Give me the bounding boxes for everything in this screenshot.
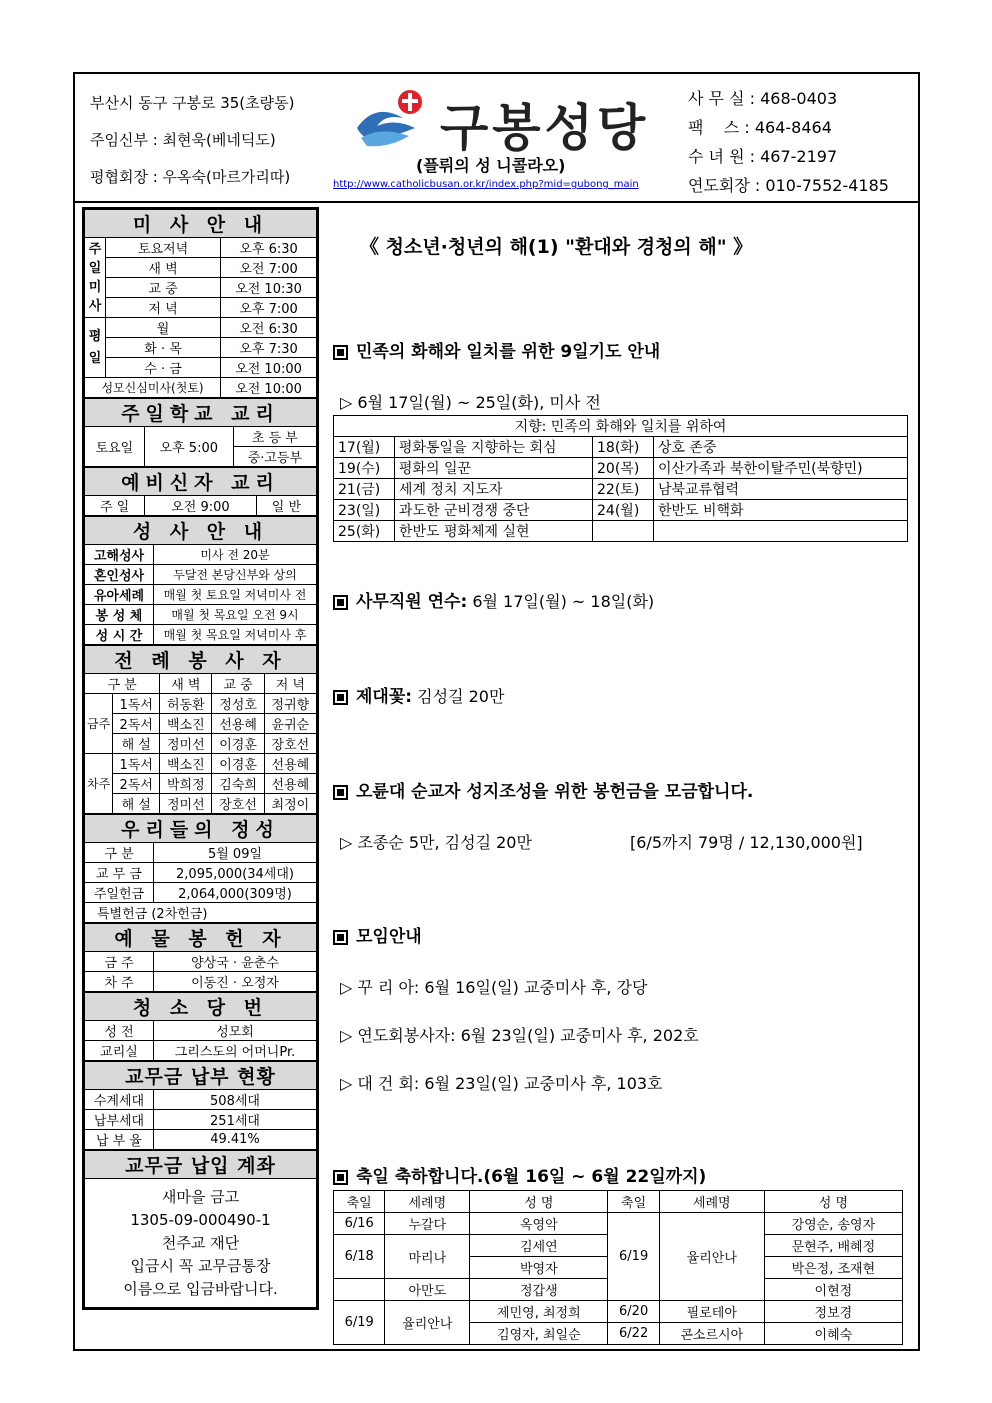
clean-title: 청 소 당 번 — [85, 993, 317, 1021]
clean-name: 교리실 — [85, 1041, 154, 1061]
feast-baptism-name: 콘소르시아 — [659, 1323, 764, 1345]
catechumen-title: 예비신자 교리 — [85, 468, 317, 496]
mass-name: 새 벽 — [106, 258, 221, 278]
school-elementary: 초 등 부 — [233, 427, 316, 447]
feast-baptism-name: 필로테아 — [659, 1301, 764, 1323]
feast-person: 김세연 — [470, 1235, 608, 1257]
feast-head: 축일 — [608, 1191, 659, 1213]
feast-person: 제민영, 최정희 — [470, 1301, 608, 1323]
server-name: 장호선 — [264, 734, 316, 754]
dues-value: 49.41% — [154, 1130, 317, 1150]
feast-head: 성 명 — [764, 1191, 902, 1213]
school-title: 주일학교 교리 — [85, 399, 317, 427]
school-middle-high: 중·고등부 — [233, 447, 316, 467]
special-mass-time: 오전 10:00 — [221, 378, 317, 398]
sacrament-name: 성 시 간 — [85, 625, 154, 645]
servers-head: 새 벽 — [160, 674, 212, 694]
mass-name: 교 중 — [106, 278, 221, 298]
account-table — [84, 1150, 317, 1308]
mass-table — [84, 209, 317, 398]
church-title: 구봉성당 — [440, 99, 650, 157]
catechumen-time: 오전 9:00 — [145, 496, 257, 516]
server-name: 선용혜 — [212, 714, 264, 734]
server-role: 2독서 — [113, 714, 160, 734]
special-mass-name: 성모신심미사(첫토) — [85, 378, 221, 398]
novena-heading: 민족의 화해와 일치를 위한 9일기도 안내 — [333, 337, 660, 362]
meeting-item: ▷ 연도회봉사자: 6월 23일(일) 교중미사 후, 202호 — [340, 1026, 699, 1045]
sacrament-name: 고해성사 — [85, 545, 154, 565]
feast-baptism-name: 마리나 — [385, 1235, 470, 1279]
feast-baptism-name: 율리안나 — [659, 1213, 764, 1301]
server-role: 1독서 — [113, 694, 160, 714]
novena-day: 23(일) — [334, 500, 395, 521]
meeting-item: ▷ 꾸 리 아: 6월 16일(일) 교중미사 후, 강당 — [340, 978, 648, 997]
novena-intention: 이산가족과 북한이탈주민(북향민) — [653, 458, 907, 479]
feast-person: 강영순, 송영자 — [764, 1213, 902, 1235]
catechumen-group: 일 반 — [256, 496, 316, 516]
server-name: 김숙희 — [212, 774, 264, 794]
altar-flower-notice: 제대꽃: 김성길 20만 — [333, 682, 504, 707]
server-name: 백소진 — [160, 754, 212, 774]
sacrament-name: 봉 성 체 — [85, 605, 154, 625]
gift-value: 이동진 · 오정자 — [154, 972, 317, 992]
offering-name: 교 무 금 — [85, 863, 154, 883]
feast-head: 세례명 — [385, 1191, 470, 1213]
offering-value: 5월 09일 — [154, 843, 317, 863]
account-title: 교무금 납입 계좌 — [85, 1151, 317, 1179]
council-president: 평협회장 : 우옥숙(마르가리따) — [90, 168, 291, 186]
server-name: 윤귀순 — [264, 714, 316, 734]
mass-title: 미 사 안 내 — [85, 210, 317, 238]
novena-intention: 평화의 일꾼 — [394, 458, 592, 479]
dues-name: 납부세대 — [85, 1110, 154, 1130]
square-bullet-icon — [333, 1170, 348, 1185]
feast-table — [333, 1190, 903, 1345]
servers-title: 전 례 봉 사 자 — [85, 646, 317, 674]
mass-name: 화 · 목 — [106, 338, 221, 358]
feast-person: 박영자 — [470, 1257, 608, 1279]
this-week-label: 금주 — [85, 694, 113, 754]
server-name: 이경훈 — [212, 734, 264, 754]
server-name: 정귀향 — [264, 694, 316, 714]
server-name: 정미선 — [160, 734, 212, 754]
offering-title: 우리들의 정성 — [85, 815, 317, 843]
dues-name: 수계세대 — [85, 1090, 154, 1110]
novena-intention: 남북교류협력 — [653, 479, 907, 500]
gift-name: 금 주 — [85, 952, 154, 972]
server-name: 최정이 — [264, 794, 316, 814]
clean-value: 그리스도의 어머니Pr. — [154, 1041, 317, 1061]
mass-time: 오전 6:30 — [221, 318, 317, 338]
offering-value: 2,095,000(34세대) — [154, 863, 317, 883]
feast-person: 정갑생 — [470, 1279, 608, 1301]
square-bullet-icon — [333, 785, 348, 800]
mass-time: 오전 10:30 — [221, 278, 317, 298]
feast-day: 6/18 — [334, 1235, 385, 1279]
address: 부산시 동구 구봉로 35(초량동) — [90, 94, 295, 112]
feast-day: 6/20 — [608, 1301, 659, 1323]
sacrament-desc: 매월 첫 목요일 저녁미사 후 — [154, 625, 317, 645]
novena-day: 18(화) — [593, 437, 654, 458]
feast-head: 축일 — [334, 1191, 385, 1213]
server-name: 박희정 — [160, 774, 212, 794]
novena-day: 24(월) — [593, 500, 654, 521]
server-name: 장호선 — [212, 794, 264, 814]
feast-head: 성 명 — [470, 1191, 608, 1213]
servers-head: 교 중 — [212, 674, 264, 694]
sacrament-title: 성 사 안 내 — [85, 517, 317, 545]
account-info: 새마을 금고 1305-09-000490-1 천주교 재단 입금시 꼭 교무금통장 이름으로 입금바랍니다. — [85, 1179, 317, 1308]
novena-intention: 평화통일을 지향하는 회심 — [394, 437, 592, 458]
sacrament-desc: 미사 전 20분 — [154, 545, 317, 565]
feast-person: 문현주, 배혜정 — [764, 1235, 902, 1257]
dues-title: 교무금 납부 현황 — [85, 1062, 317, 1090]
gift-name: 차 주 — [85, 972, 154, 992]
clean-table — [84, 992, 317, 1061]
offering-value: 2,064,000(309명) — [154, 883, 317, 903]
servers-head: 저 녁 — [264, 674, 316, 694]
dues-table — [84, 1061, 317, 1150]
novena-day: 19(수) — [334, 458, 395, 479]
next-week-label: 차주 — [85, 754, 113, 814]
server-role: 2독서 — [113, 774, 160, 794]
sacrament-name: 혼인성사 — [85, 565, 154, 585]
feast-heading: 축일 축하합니다.(6월 16일 ~ 6월 22일까지) — [333, 1162, 706, 1187]
mass-time: 오후 7:00 — [221, 298, 317, 318]
mass-name: 월 — [106, 318, 221, 338]
church-logo-icon — [355, 88, 440, 150]
gift-title: 예 물 봉 헌 자 — [85, 924, 317, 952]
contact-fax: 팩 스 : 464-8464 — [688, 118, 832, 137]
weekday-mass-label: 평 일 — [85, 318, 106, 378]
left-sidebar — [82, 207, 319, 1310]
clean-name: 성 전 — [85, 1021, 154, 1041]
mass-time: 오후 6:30 — [221, 238, 317, 258]
server-name: 선용혜 — [264, 754, 316, 774]
server-role: 해 설 — [113, 794, 160, 814]
novena-day: 20(목) — [593, 458, 654, 479]
contact-office: 사 무 실 : 468-0403 — [688, 89, 838, 108]
martyr-total: [6/5까지 79명 / 12,130,000원] — [630, 833, 863, 852]
contact-funeral-leader: 연도회장 : 010-7552-4185 — [688, 176, 889, 195]
martyr-heading: 오륜대 순교자 성지조성을 위한 봉헌금을 모금합니다. — [333, 777, 753, 802]
website-link[interactable]: http://www.catholicbusan.or.kr/index.php?mid=gubong_main — [333, 179, 639, 190]
mass-name: 저 녁 — [106, 298, 221, 318]
feast-day: 6/19 — [608, 1213, 659, 1301]
novena-day: 22(토) — [593, 479, 654, 500]
sacrament-desc: 매월 첫 목요일 오전 9시 — [154, 605, 317, 625]
sacrament-table — [84, 516, 317, 645]
mass-time: 오전 10:00 — [221, 358, 317, 378]
feast-day: 6/22 — [608, 1323, 659, 1345]
feast-day: 6/16 — [334, 1213, 385, 1235]
server-name: 이경훈 — [212, 754, 264, 774]
feast-head: 세례명 — [659, 1191, 764, 1213]
servers-head: 구 분 — [85, 674, 160, 694]
gift-value: 양상국 · 윤춘수 — [154, 952, 317, 972]
school-day: 토요일 — [85, 427, 145, 467]
server-role: 해 설 — [113, 734, 160, 754]
novena-day: 17(월) — [334, 437, 395, 458]
catechumen-table — [84, 467, 317, 516]
catechumen-day: 주 일 — [85, 496, 145, 516]
novena-intention: 한반도 비핵화 — [653, 500, 907, 521]
novena-intention: 세계 정치 지도자 — [394, 479, 592, 500]
clean-value: 성모회 — [154, 1021, 317, 1041]
novena-day: 25(화) — [334, 521, 395, 542]
novena-intention: 상호 존중 — [653, 437, 907, 458]
feast-person: 김영자, 최일순 — [470, 1323, 608, 1345]
pastor: 주임신부 : 최현욱(베네딕도) — [90, 131, 276, 149]
gift-table — [84, 923, 317, 992]
school-time: 오후 5:00 — [144, 427, 233, 467]
header-divider — [73, 201, 920, 203]
square-bullet-icon — [333, 690, 348, 705]
mass-name: 토요저녁 — [106, 238, 221, 258]
novena-intention — [653, 521, 907, 542]
novena-table-header: 지향: 민족의 화해와 일치를 위하여 — [334, 416, 908, 437]
headline: 《 청소년·청년의 해(1) "환대와 경청의 해" 》 — [360, 236, 753, 258]
offering-table — [84, 814, 317, 923]
sunday-mass-label: 주 일 미 사 — [85, 238, 106, 318]
novena-date: ▷ 6월 17일(월) ~ 25일(화), 미사 전 — [340, 393, 601, 412]
meeting-heading: 모임안내 — [333, 922, 422, 947]
offering-name: 주일헌금 — [85, 883, 154, 903]
dues-value: 251세대 — [154, 1110, 317, 1130]
server-name: 백소진 — [160, 714, 212, 734]
meeting-item: ▷ 대 건 회: 6월 23일(일) 교중미사 후, 103호 — [340, 1074, 663, 1093]
mass-time: 오후 7:30 — [221, 338, 317, 358]
patron-saint: (플뤼의 성 니콜라오) — [416, 156, 566, 175]
feast-person: 이혜숙 — [764, 1323, 902, 1345]
feast-day: 6/19 — [334, 1301, 385, 1345]
novena-day — [593, 521, 654, 542]
sacrament-desc: 매월 첫 토요일 저녁미사 전 — [154, 585, 317, 605]
feast-day — [334, 1279, 385, 1301]
mass-name: 수 · 금 — [106, 358, 221, 378]
feast-baptism-name: 아만도 — [385, 1279, 470, 1301]
offering-name: 구 분 — [85, 843, 154, 863]
server-name: 선용혜 — [264, 774, 316, 794]
feast-person: 박은정, 조재현 — [764, 1257, 902, 1279]
server-name: 정성호 — [212, 694, 264, 714]
school-table — [84, 398, 317, 467]
servers-table — [84, 645, 317, 814]
dues-name: 납 부 율 — [85, 1130, 154, 1150]
feast-baptism-name: 율리안나 — [385, 1301, 470, 1345]
sacrament-name: 유아세례 — [85, 585, 154, 605]
novena-table — [333, 415, 908, 542]
feast-person: 정보경 — [764, 1301, 902, 1323]
feast-person: 옥영악 — [470, 1213, 608, 1235]
feast-baptism-name: 누갈다 — [385, 1213, 470, 1235]
offering-name: 특별헌금 (2차헌금) — [85, 903, 317, 923]
dues-value: 508세대 — [154, 1090, 317, 1110]
feast-person: 이현정 — [764, 1279, 902, 1301]
server-name: 정미선 — [160, 794, 212, 814]
square-bullet-icon — [333, 345, 348, 360]
square-bullet-icon — [333, 595, 348, 610]
sacrament-desc: 두달전 본당신부와 상의 — [154, 565, 317, 585]
novena-intention: 과도한 군비경쟁 중단 — [394, 500, 592, 521]
martyr-donors: ▷ 조종순 5만, 김성길 20만 — [340, 833, 532, 852]
contact-convent: 수 녀 원 : 467-2197 — [688, 147, 838, 166]
square-bullet-icon — [333, 930, 348, 945]
novena-day: 21(금) — [334, 479, 395, 500]
mass-time: 오전 7:00 — [221, 258, 317, 278]
novena-intention: 한반도 평화체제 실현 — [394, 521, 592, 542]
server-role: 1독서 — [113, 754, 160, 774]
training-notice: 사무직원 연수: 6월 17일(월) ~ 18일(화) — [333, 587, 654, 612]
server-name: 허동환 — [160, 694, 212, 714]
